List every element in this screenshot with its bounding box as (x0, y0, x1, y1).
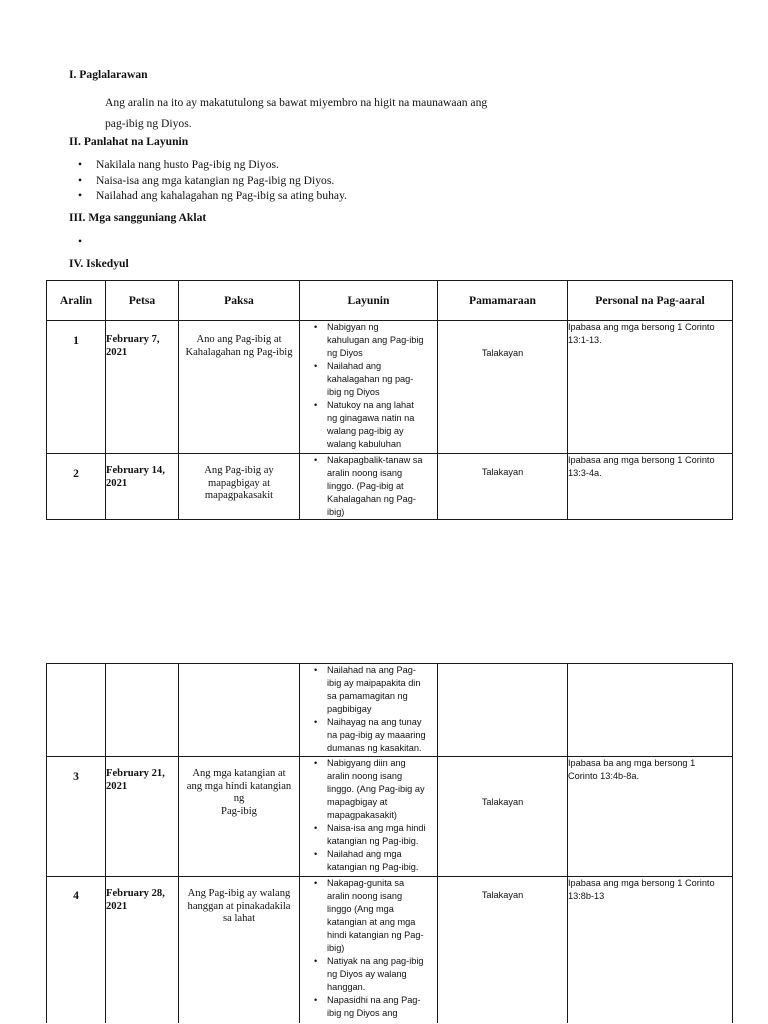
layunin-item-text: • Natukoy na ang lahat ng ginagawa natin na walang pag-ibig ay walang kabuluhan (327, 400, 415, 449)
personal-cell: Ipabasa ang mga bersong 1 Corinto 13:1-13. (568, 321, 733, 454)
layunin-list (300, 321, 437, 451)
aralin-cell: 4 (47, 877, 106, 1023)
table-row (47, 454, 733, 520)
layunin-item-text: • Nailahad na ang Pag- ibig ay maipapakita din sa pamamagitan ng pagbibigay (327, 665, 421, 714)
layunin-item-text: • Nabigyan ng kahulugan ang Pag-ibig ng Diyos (327, 322, 424, 358)
layunin-item (300, 454, 437, 519)
paksa-cell: Ang mga katangian at ang mga hindi katangian ng Pag-ibig (179, 757, 300, 877)
layunin-item (300, 321, 437, 360)
schedule-table-page2 (46, 663, 733, 1023)
section-heading-paglalarawan: I. Paglalarawan (69, 68, 148, 81)
aralin-cell: 2 (47, 454, 106, 520)
header-paksa: Paksa (179, 281, 300, 321)
layunin-cell (300, 757, 438, 877)
paglalarawan-paragraph: Ang aralin na ito ay makatutulong sa bawat miyembro na higit na maunawaan ang pag-ibig ng Diyos. (105, 96, 488, 130)
paksa-cell: Ang Pag-ibig ay walang hanggan at pinakadakila sa lahat (179, 877, 300, 1023)
layunin-item (300, 360, 437, 399)
table-row-continuation (47, 664, 733, 757)
section-heading-sanggunian: III. Mga sangguniang Aklat (69, 211, 207, 224)
paksa-cell: Ano ang Pag-ibig at Kahalagahan ng Pag-ibig (179, 321, 300, 454)
sanggunian-empty-list-item (96, 235, 106, 249)
pamamaraan-cell: Talakayan (438, 877, 568, 1023)
paksa-cell (179, 664, 300, 757)
layunin-cell (300, 454, 438, 520)
table-row (47, 877, 733, 1023)
header-petsa: Petsa (106, 281, 179, 321)
table-row (47, 321, 733, 454)
layunin-item-text: • Nailahad ang mga katangian ng Pag-ibig. (327, 849, 419, 872)
aralin-cell (47, 664, 106, 757)
layunin-item-text: • Nabigyang diin ang aralin noong isang linggo. (Ang Pag-ibig ay mapagbigay at mapagpakasakit) (327, 758, 425, 820)
petsa-cell: February 21, 2021 (106, 757, 179, 877)
schedule-table-page1 (46, 280, 733, 520)
header-layunin: Layunin (300, 281, 438, 321)
layunin-item (300, 955, 437, 994)
layunin-item (300, 877, 437, 955)
layunin-item-text: • Naisa-isa ang mga hindi katangian ng Pag-ibig. (327, 823, 426, 846)
layunin-list-item: • Nailahad ang kahalagahan ng Pag-ibig sa ating buhay. (96, 189, 347, 203)
petsa-cell (106, 664, 179, 757)
layunin-item (300, 664, 437, 716)
layunin-item (300, 994, 437, 1020)
layunin-item (300, 716, 437, 755)
pamamaraan-cell: Talakayan (438, 757, 568, 877)
layunin-list-item: • Nakilala nang husto Pag-ibig ng Diyos. (96, 158, 279, 172)
personal-cell: Ipabasa ba ang mga bersong 1 Corinto 13:4b-8a. (568, 757, 733, 877)
aralin-cell: 1 (47, 321, 106, 454)
layunin-cell (300, 321, 438, 454)
layunin-cell (300, 877, 438, 1023)
aralin-cell: 3 (47, 757, 106, 877)
layunin-list (300, 664, 437, 755)
section-heading-panlahat-na-layunin: II. Panlahat na Layunin (69, 135, 189, 148)
petsa-cell: February 14, 2021 (106, 454, 179, 520)
pamamaraan-cell: Talakayan (438, 454, 568, 520)
layunin-item-text: • Napasidhi na ang Pag- ibig ng Diyos ang (327, 995, 421, 1018)
layunin-list-item: • Naisa-isa ang mga katangian ng Pag-ibig ng Diyos. (96, 174, 334, 188)
paksa-cell: Ang Pag-ibig ay mapagbigay at mapagpakasakit (179, 454, 300, 520)
layunin-item-text: • Nakapag-gunita sa aralin noong isang linggo (Ang mga katangian at ang mga hindi katangian ng Pag- ibig) (327, 878, 424, 953)
layunin-item-text: • Nakapagbalik-tanaw sa aralin noong isang linggo. (Pag-ibig at Kahalagahan ng Pag- ibig) (327, 455, 423, 517)
header-pamamaraan: Pamamaraan (438, 281, 568, 321)
header-personal-na-pag-aaral: Personal na Pag-aaral (568, 281, 733, 321)
personal-cell (568, 664, 733, 757)
table-row (47, 757, 733, 877)
layunin-list (300, 877, 437, 1020)
layunin-item (300, 757, 437, 822)
layunin-cell (300, 664, 438, 757)
layunin-item (300, 399, 437, 451)
header-aralin: Aralin (47, 281, 106, 321)
petsa-cell: February 28, 2021 (106, 877, 179, 1023)
petsa-cell: February 7, 2021 (106, 321, 179, 454)
section-heading-iskedyul: IV. Iskedyul (69, 257, 129, 270)
pamamaraan-cell (438, 664, 568, 757)
layunin-item (300, 848, 437, 874)
layunin-list (300, 757, 437, 874)
layunin-item-text: • Naihayag na ang tunay na pag-ibig ay maaaring dumanas ng kasakitan. (327, 717, 426, 753)
personal-cell: Ipabasa ang mga bersong 1 Corinto 13:3-4a. (568, 454, 733, 520)
layunin-list (300, 454, 437, 519)
table-header-row (47, 281, 733, 321)
layunin-item-text: • Nailahad ang kahalagahan ng pag- ibig ng Diyos (327, 361, 414, 397)
layunin-item-text: • Natiyak na ang pag-ibig ng Diyos ay walang hanggan. (327, 956, 424, 992)
personal-cell: Ipabasa ang mga bersong 1 Corinto 13:8b-13 (568, 877, 733, 1023)
pamamaraan-cell: Talakayan (438, 321, 568, 454)
layunin-item (300, 822, 437, 848)
